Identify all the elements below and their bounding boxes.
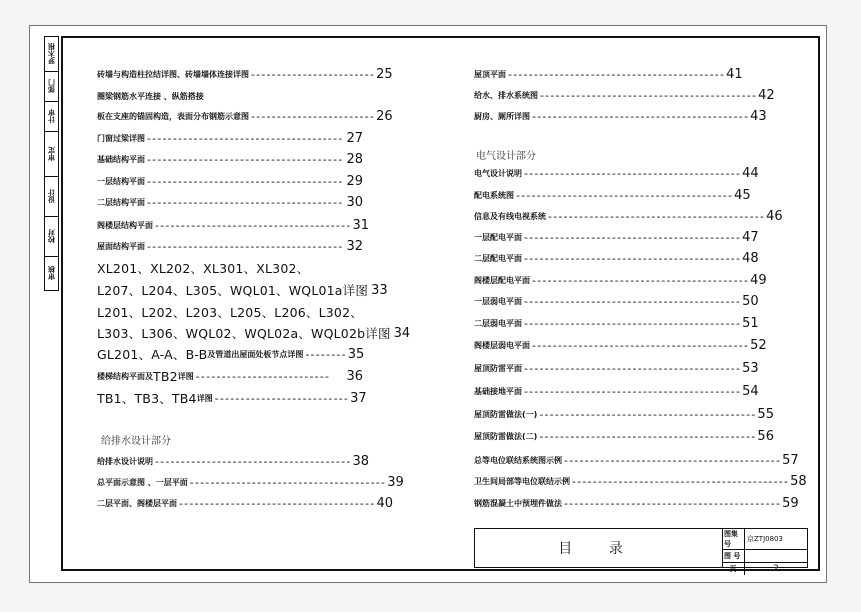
toc-entry[interactable]: 总平面示意图 、一层平面 -------------------------------------- 39 bbox=[97, 474, 404, 490]
approval-strip bbox=[44, 36, 59, 291]
atlas-number-label: 图集号 bbox=[722, 529, 745, 550]
strip-cell: 罗木根 bbox=[45, 36, 58, 72]
page-number-value: 2 bbox=[773, 564, 779, 574]
water-section-heading: 给排水设计部分 bbox=[101, 436, 171, 447]
toc-entry[interactable]: 圈梁钢筋水平连接 、纵筋搭接 bbox=[97, 91, 204, 101]
toc-entry[interactable]: 给排水设计说明 -------------------------------------- 38 bbox=[97, 453, 369, 469]
toc-entry[interactable]: XL201、XL202、XL301、XL302、 bbox=[97, 261, 310, 276]
strip-cell: 计审 bbox=[45, 102, 58, 132]
toc-entry[interactable]: 屋顶平面 ------------------------------------------ 41 bbox=[474, 66, 743, 82]
page-label: 页 bbox=[722, 563, 745, 576]
title-block-table bbox=[722, 529, 807, 575]
strip-cell: 审核 bbox=[45, 257, 58, 291]
title-block bbox=[474, 528, 808, 574]
toc-entry[interactable]: 阁楼层弱电平面 ------------------------------------------ 52 bbox=[474, 337, 767, 353]
toc-entry[interactable]: 一层配电平面 ------------------------------------------ 47 bbox=[474, 229, 759, 245]
strip-cell: 校对 bbox=[45, 217, 58, 257]
toc-entry[interactable]: 卫生间局部等电位联结示例 ------------------------------------------ 58 bbox=[474, 473, 807, 489]
toc-entry[interactable]: 电气设计说明 ------------------------------------------ 44 bbox=[474, 165, 759, 181]
toc-entry[interactable]: 二层配电平面 ------------------------------------------ 48 bbox=[474, 250, 759, 266]
drawing-number-label: 图 号 bbox=[722, 550, 745, 563]
toc-entry[interactable]: 信息及有线电视系统 ------------------------------------------ 46 bbox=[474, 208, 783, 224]
toc-entry[interactable]: L201、L202、L203、L205、L206、L302、 bbox=[97, 305, 363, 320]
toc-entry[interactable]: 屋顶防雷平面 ------------------------------------------ 53 bbox=[474, 360, 759, 376]
strip-cell: 设计 bbox=[45, 177, 58, 217]
strip-cell: 部门 bbox=[45, 72, 58, 102]
toc-entry[interactable]: 二层结构平面 -------------------------------------- 30 bbox=[97, 194, 363, 210]
toc-entry[interactable]: L207、L204、L305、WQL01、WQL01a详图 33 bbox=[97, 282, 388, 298]
strip-cell: 审定 bbox=[45, 132, 58, 177]
toc-entry[interactable]: 总等电位联结系统图示例 ------------------------------------------ 57 bbox=[474, 452, 799, 468]
atlas-number-value: 京ZTJ0803 bbox=[745, 529, 808, 550]
toc-entry[interactable]: 砖墙与构造柱拉结详图、砖墙墙体连接详图 ------------------------ 25 bbox=[97, 66, 393, 82]
toc-entry[interactable]: L303、L306、WQL02、WQL02a、WQL02b详图 34 bbox=[97, 325, 411, 341]
toc-entry[interactable]: 楼梯结构平面及 TB2 详图 -------------------------- 36 bbox=[97, 368, 363, 384]
toc-entry[interactable]: 二层弱电平面 ------------------------------------------ 51 bbox=[474, 315, 759, 331]
toc-entry[interactable]: 一层结构平面 -------------------------------------- 29 bbox=[97, 173, 363, 189]
toc-entry[interactable]: 钢筋混凝土中预埋件做法 ------------------------------------------ 59 bbox=[474, 495, 799, 511]
toc-entry[interactable]: 屋面结构平面 -------------------------------------- 32 bbox=[97, 238, 363, 254]
toc-entry[interactable]: 基础接地平面 ------------------------------------------ 54 bbox=[474, 383, 759, 399]
toc-entry[interactable]: GL201、A-A、B-B 及管道出屋面处板节点详图 -------- 35 bbox=[97, 346, 365, 362]
toc-entry[interactable]: 一层弱电平面 ------------------------------------------ 50 bbox=[474, 293, 759, 309]
toc-entry[interactable]: 基础结构平面 -------------------------------------- 28 bbox=[97, 151, 363, 167]
toc-entry[interactable]: 屋顶防雷做法(二) ------------------------------------------ 56 bbox=[474, 428, 774, 444]
toc-entry[interactable]: 给水、排水系统图 ------------------------------------------ 42 bbox=[474, 87, 775, 103]
electric-section-heading: 电气设计部分 bbox=[476, 151, 536, 162]
toc-entry[interactable]: 阁楼层配电平面 ------------------------------------------ 49 bbox=[474, 272, 767, 288]
toc-entry[interactable]: 厨房、厕所详图 ------------------------------------------ 43 bbox=[474, 108, 767, 124]
drawing-number-value bbox=[745, 550, 808, 563]
toc-entry[interactable]: 配电系统图 ------------------------------------------ 45 bbox=[474, 187, 751, 203]
page-title: 目 录 bbox=[475, 529, 723, 567]
toc-entry[interactable]: 阁楼层结构平面 -------------------------------------- 31 bbox=[97, 217, 369, 233]
toc-entry[interactable]: 二层平面、阁楼层平面 -------------------------------------- 40 bbox=[97, 495, 393, 511]
toc-entry[interactable]: 板在支座的锚固构造，表面分布钢筋示意图 ------------------------ 26 bbox=[97, 108, 393, 124]
toc-entry[interactable]: 屋顶防雷做法(一) ------------------------------------------ 55 bbox=[474, 406, 774, 422]
toc-entry[interactable]: 门窗过梁详图 -------------------------------------- 27 bbox=[97, 130, 363, 146]
toc-entry[interactable]: TB1、TB3、TB4 详图 -------------------------- 37 bbox=[97, 390, 367, 406]
